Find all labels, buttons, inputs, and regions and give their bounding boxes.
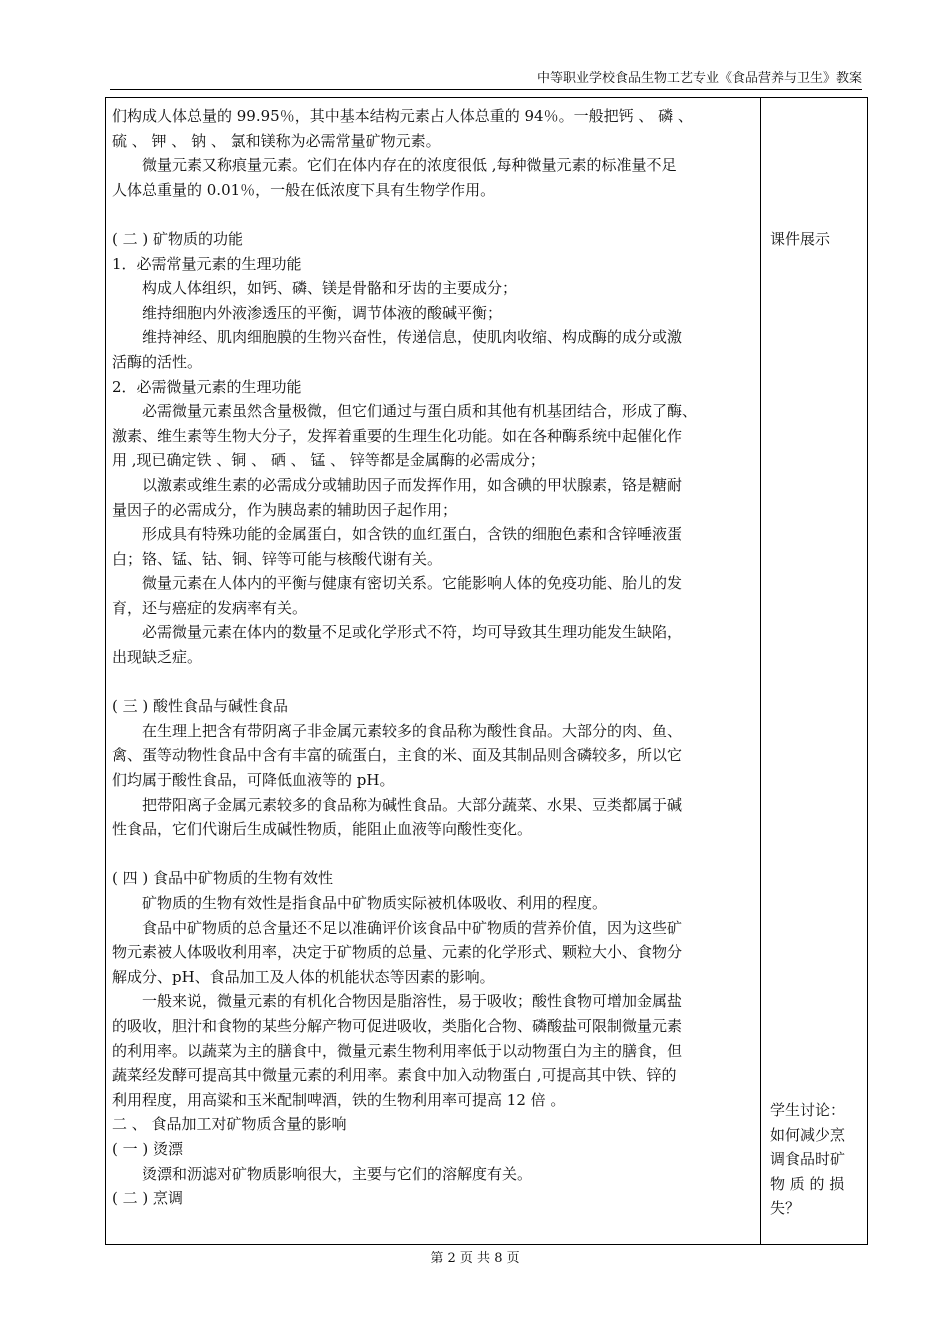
text-line: 构成人体组织，如钙、磷、镁是骨骼和牙齿的主要成分； <box>142 279 518 298</box>
page-header: 中等职业学校食品生物工艺专业《食品营养与卫生》教案 <box>536 71 862 86</box>
side-note-discussion <box>770 1098 862 1221</box>
side-note-text: 失？ <box>770 1199 801 1218</box>
text-line: 解成分、pH、食品加工及人体的机能状态等因素的影响。 <box>112 967 495 986</box>
subsection-heading: 2．必需微量元素的生理功能 <box>112 377 302 396</box>
text-line: 的吸收，胆汁和食物的某些分解产物可促进吸收，类脂化合物、磷酸盐可限制微量元素 <box>112 1016 683 1035</box>
text-line: 微量元素又称痕量元素。它们在体内存在的浓度很低 ,每种微量元素的标准量不足 <box>142 156 677 175</box>
text-line: 必需微量元素在体内的数量不足或化学形式不符，均可导致其生理功能发生缺陷， <box>142 623 683 642</box>
text-line: 们均属于酸性食品，可降低血液等的 pH。 <box>112 771 395 790</box>
side-note-text: 调食品时矿 <box>770 1150 846 1169</box>
text-line: 矿物质的生物有效性是指食品中矿物质实际被机体吸收、利用的程度。 <box>142 894 608 912</box>
text-line: 们构成人体总量的 99.95％，其中基本结构元素占人体总重的 94％。一般把钙 、 磷 、 <box>112 107 693 125</box>
side-note-text: 如何减少烹 <box>770 1125 846 1144</box>
text-line: 必需微量元素虽然含量极微，但它们通过与蛋白质和其他有机基团结合，形成了酶、 <box>142 402 698 421</box>
text-line: 蔬菜经发酵可提高其中微量元素的利用率。素食中加入动物蛋白 ,可提高其中铁、锌的 <box>112 1066 677 1085</box>
text-line: 形成具有特殊功能的金属蛋白，如含铁的血红蛋白，含铁的细胞色素和含锌唾液蛋 <box>142 525 683 544</box>
section-heading: ( 二 ) 矿物质的功能 <box>112 229 244 248</box>
text-line: 出现缺乏症。 <box>112 648 203 667</box>
section-heading: ( 二 ) 烹调 <box>112 1189 184 1208</box>
lesson-table <box>105 97 868 1245</box>
text-line: 禽、蛋等动物性食品中含有丰富的硫蛋白，主食的米、面及其制品则含磷较多，所以它 <box>112 746 683 765</box>
text-line: 一般来说，微量元素的有机化合物因是脂溶性，易于吸收；酸性食物可增加金属盐 <box>142 992 683 1011</box>
text-line: 烫漂和沥滤对矿物质影响很大，主要与它们的溶解度有关。 <box>142 1164 533 1183</box>
section-heading: ( 四 ) 食品中矿物质的生物有效性 <box>112 869 334 888</box>
page-number: 第 2 页 共 8 页 <box>430 1251 520 1266</box>
text-line: 把带阳离子金属元素较多的食品称为碱性食品。大部分蔬菜、水果、豆类都属于碱 <box>142 795 683 814</box>
text-line: 利用程度，用高粱和玉米配制啤酒，铁的生物利用率可提高 12 倍 。 <box>112 1090 566 1109</box>
text-line: 活酶的活性。 <box>112 352 203 371</box>
side-note-text: 课件展示 <box>770 230 831 248</box>
chapter-heading: 二 、 食品加工对矿物质含量的影响 <box>112 1115 347 1134</box>
section-heading: ( 一 ) 烫漂 <box>112 1139 184 1158</box>
text-line: 维持神经、肌肉细胞膜的生物兴奋性，传递信息，使肌肉收缩、构成酶的成分或激 <box>142 328 683 347</box>
text-line: 以激素或维生素的必需成分或辅助因子而发挥作用，如含碘的甲状腺素，铬是糖耐 <box>142 475 683 494</box>
blank-line <box>112 842 752 867</box>
section-heading: ( 三 ) 酸性食品与碱性食品 <box>112 697 289 716</box>
header-rule <box>110 89 862 90</box>
column-divider <box>760 98 761 1244</box>
text-line: 性食品，它们代谢后生成碱性物质，能阻止血液等向酸性变化。 <box>112 820 533 839</box>
text-line: 量因子的必需成分，作为胰岛素的辅助因子起作用； <box>112 500 458 519</box>
lesson-content <box>112 104 752 1211</box>
side-note-courseware <box>770 227 862 252</box>
text-line: 人体总重量的 0.01％，一般在低浓度下具有生物学作用。 <box>112 180 496 199</box>
text-line: 在生理上把含有带阴离子非金属元素较多的食品称为酸性食品。大部分的肉、鱼、 <box>142 721 683 740</box>
text-line: 食品中矿物质的总含量还不足以准确评价该食品中矿物质的营养价值，因为这些矿 <box>142 918 683 937</box>
text-line: 白；铬、锰、钴、铜、锌等可能与核酸代谢有关。 <box>112 549 443 568</box>
text-line: 微量元素在人体内的平衡与健康有密切关系。它能影响人体的免疫功能、胎儿的发 <box>142 574 683 593</box>
side-note-text: 物 质 的 损 <box>770 1174 845 1193</box>
text-line: 育，还与癌症的发病率有关。 <box>112 598 308 617</box>
blank-line <box>112 670 752 695</box>
text-line: 的利用率。以蔬菜为主的膳食中，微量元素生物利用率低于以动物蛋白为主的膳食，但 <box>112 1041 683 1060</box>
text-line: 物元素被人体吸收利用率，决定于矿物质的总量、元素的化学形式、颗粒大小、食物分 <box>112 943 683 962</box>
text-line: 用 ,现已确定铁 、铜 、 硒 、 锰 、 锌等都是金属酶的必需成分； <box>112 451 545 470</box>
side-note-text: 学生讨论： <box>770 1101 846 1119</box>
subsection-heading: 1．必需常量元素的生理功能 <box>112 254 302 273</box>
text-line: 硫 、 钾 、 钠 、 氯和镁称为必需常量矿物元素。 <box>112 131 441 150</box>
text-line: 激素、维生素等生物大分子，发挥着重要的生理生化功能。如在各种酶系统中起催化作 <box>112 426 683 445</box>
blank-line <box>112 202 752 227</box>
text-line: 维持细胞内外液渗透压的平衡，调节体液的酸碱平衡； <box>142 303 503 322</box>
